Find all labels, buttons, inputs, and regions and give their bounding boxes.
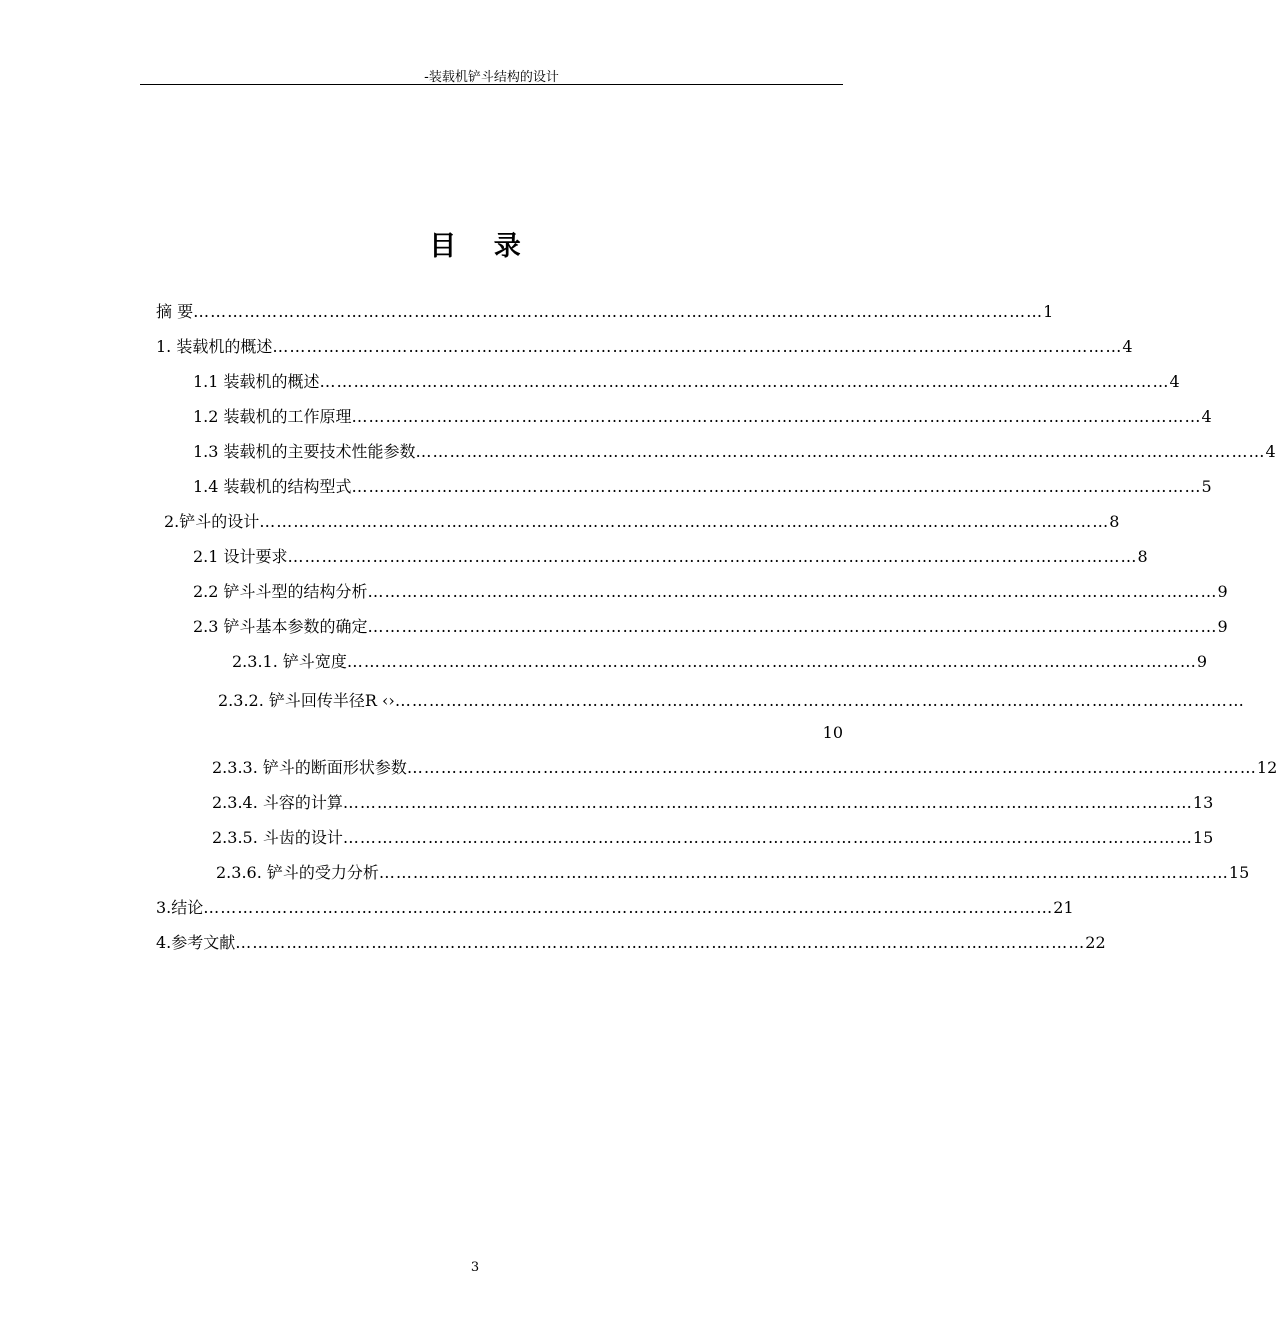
- toc-entry-2-3-4[interactable]: [212, 792, 1214, 814]
- toc-entry-1-2[interactable]: [193, 406, 1212, 428]
- toc-entry-label: 2.3.6. 铲斗的受力分析: [216, 863, 379, 882]
- toc-entry-page: 9: [1217, 617, 1228, 636]
- toc-entry-label: 1. 装载机的概述: [156, 337, 273, 356]
- toc-entry-4[interactable]: [156, 932, 1106, 954]
- toc-leader-dots: ……………………………………………………………………………………………………………………………………: [203, 898, 1054, 917]
- toc-entry-2-3-3[interactable]: [212, 757, 1277, 779]
- toc-entry-label: 2.铲斗的设计: [164, 512, 260, 531]
- toc-entry-abstract[interactable]: [156, 301, 1054, 323]
- toc-leader-dots: ……………………………………………………………………………………………………………………………………: [351, 477, 1202, 496]
- toc-leader-dots: ……………………………………………………………………………………………………………………………………: [193, 302, 1044, 321]
- toc-entry-page: 4: [1169, 372, 1180, 391]
- toc-entry-2-3-1[interactable]: [232, 651, 1208, 673]
- toc-leader-dots: ……………………………………………………………………………………………………………………………………: [378, 863, 1229, 882]
- toc-entry-page: 9: [1196, 652, 1208, 671]
- toc-entry-2-3-5[interactable]: [212, 827, 1214, 849]
- toc-title: 目 录: [429, 231, 535, 262]
- toc-entry-page: 22: [1085, 933, 1106, 952]
- toc-entry-label: 2.3 铲斗基本参数的确定: [193, 617, 368, 636]
- toc-leader-dots: ……………………………………………………………………………………………………………………………………: [319, 372, 1170, 391]
- toc-entry-label: 3.结论: [156, 898, 204, 917]
- toc-entry-1-3[interactable]: [193, 441, 1276, 463]
- toc-entry-2-1[interactable]: [193, 546, 1148, 568]
- toc-entry-page: 12: [1256, 758, 1277, 777]
- toc-entry-label: 2.1 设计要求: [193, 547, 288, 566]
- toc-entry-2-3-2[interactable]: [218, 690, 1245, 712]
- toc-entry-label: 2.3.3. 铲斗的断面形状参数: [212, 758, 407, 777]
- toc-entry-3[interactable]: [156, 897, 1074, 919]
- toc-entry-2-3[interactable]: [193, 616, 1228, 638]
- toc-entry-page: 5: [1201, 477, 1212, 496]
- toc-leader-dots: ……………………………………………………………………………………………………………………………………: [342, 793, 1193, 812]
- toc-entry-label: 摘 要: [156, 302, 194, 321]
- toc-entry-page: 4: [1122, 337, 1133, 356]
- toc-leader-dots: ……………………………………………………………………………………………………………………………………: [346, 652, 1197, 671]
- toc-entry-label: 1.1 装载机的概述: [193, 372, 320, 391]
- toc-entry-page: 15: [1228, 863, 1250, 882]
- toc-entry-2-3-6[interactable]: [216, 862, 1250, 884]
- toc-entry-label: 1.2 装载机的工作原理: [193, 407, 352, 426]
- toc-leader-dots: ……………………………………………………………………………………………………………………………………: [259, 512, 1110, 531]
- toc-entry-label: 2.2 铲斗斗型的结构分析: [193, 582, 368, 601]
- toc-leader-dots: ……………………………………………………………………………………………………………………………………: [342, 828, 1193, 847]
- running-header: -装载机铲斗结构的设计: [424, 70, 559, 85]
- toc-leader-dots: ……………………………………………………………………………………………………………………………………: [367, 582, 1218, 601]
- toc-entry-label: 2.3.1. 铲斗宽度: [232, 652, 347, 671]
- toc-entry-page: 4: [1265, 442, 1276, 461]
- toc-leader-dots: ……………………………………………………………………………………………………………………………………: [367, 617, 1218, 636]
- page-number: 3: [470, 1260, 480, 1275]
- toc-entry-page: 13: [1192, 793, 1214, 812]
- toc-entry-1-1[interactable]: [193, 371, 1180, 393]
- toc-entry-label: 2.3.2. 铲斗回传半径R ‹›: [218, 691, 395, 710]
- toc-leader-dots: ……………………………………………………………………………………………………………………………………: [415, 442, 1266, 461]
- toc-entry-label: 4.参考文献: [156, 933, 236, 952]
- toc-entry-page: 1: [1043, 302, 1054, 321]
- toc-entry-2[interactable]: [164, 511, 1120, 533]
- toc-leader-dots: ……………………………………………………………………………………………………………………………………: [394, 691, 1245, 710]
- toc-leader-dots: ……………………………………………………………………………………………………………………………………: [235, 933, 1086, 952]
- toc-entry-page: 8: [1137, 547, 1148, 566]
- toc-entry-label: 1.4 装载机的结构型式: [193, 477, 352, 496]
- toc-entry-label: 2.3.4. 斗容的计算: [212, 793, 343, 812]
- toc-leader-dots: ……………………………………………………………………………………………………………………………………: [406, 758, 1257, 777]
- toc-leader-dots: ……………………………………………………………………………………………………………………………………: [272, 337, 1123, 356]
- toc-entry-page: 15: [1192, 828, 1214, 847]
- toc-entry-page: 4: [1201, 407, 1212, 426]
- toc-entry-page: 9: [1217, 582, 1228, 601]
- toc-entry-page: 21: [1053, 898, 1074, 917]
- toc-entry-label: 1.3 装载机的主要技术性能参数: [193, 442, 416, 461]
- toc-entry-2-2[interactable]: [193, 581, 1228, 603]
- toc-entry-page: 8: [1109, 512, 1120, 531]
- toc-leader-dots: ……………………………………………………………………………………………………………………………………: [287, 547, 1138, 566]
- toc-leader-dots: ……………………………………………………………………………………………………………………………………: [351, 407, 1202, 426]
- toc-entry-1[interactable]: [156, 336, 1133, 358]
- toc-entry-page: 10: [822, 723, 843, 742]
- toc-entry-1-4[interactable]: [193, 476, 1212, 498]
- toc-entry-label: 2.3.5. 斗齿的设计: [212, 828, 343, 847]
